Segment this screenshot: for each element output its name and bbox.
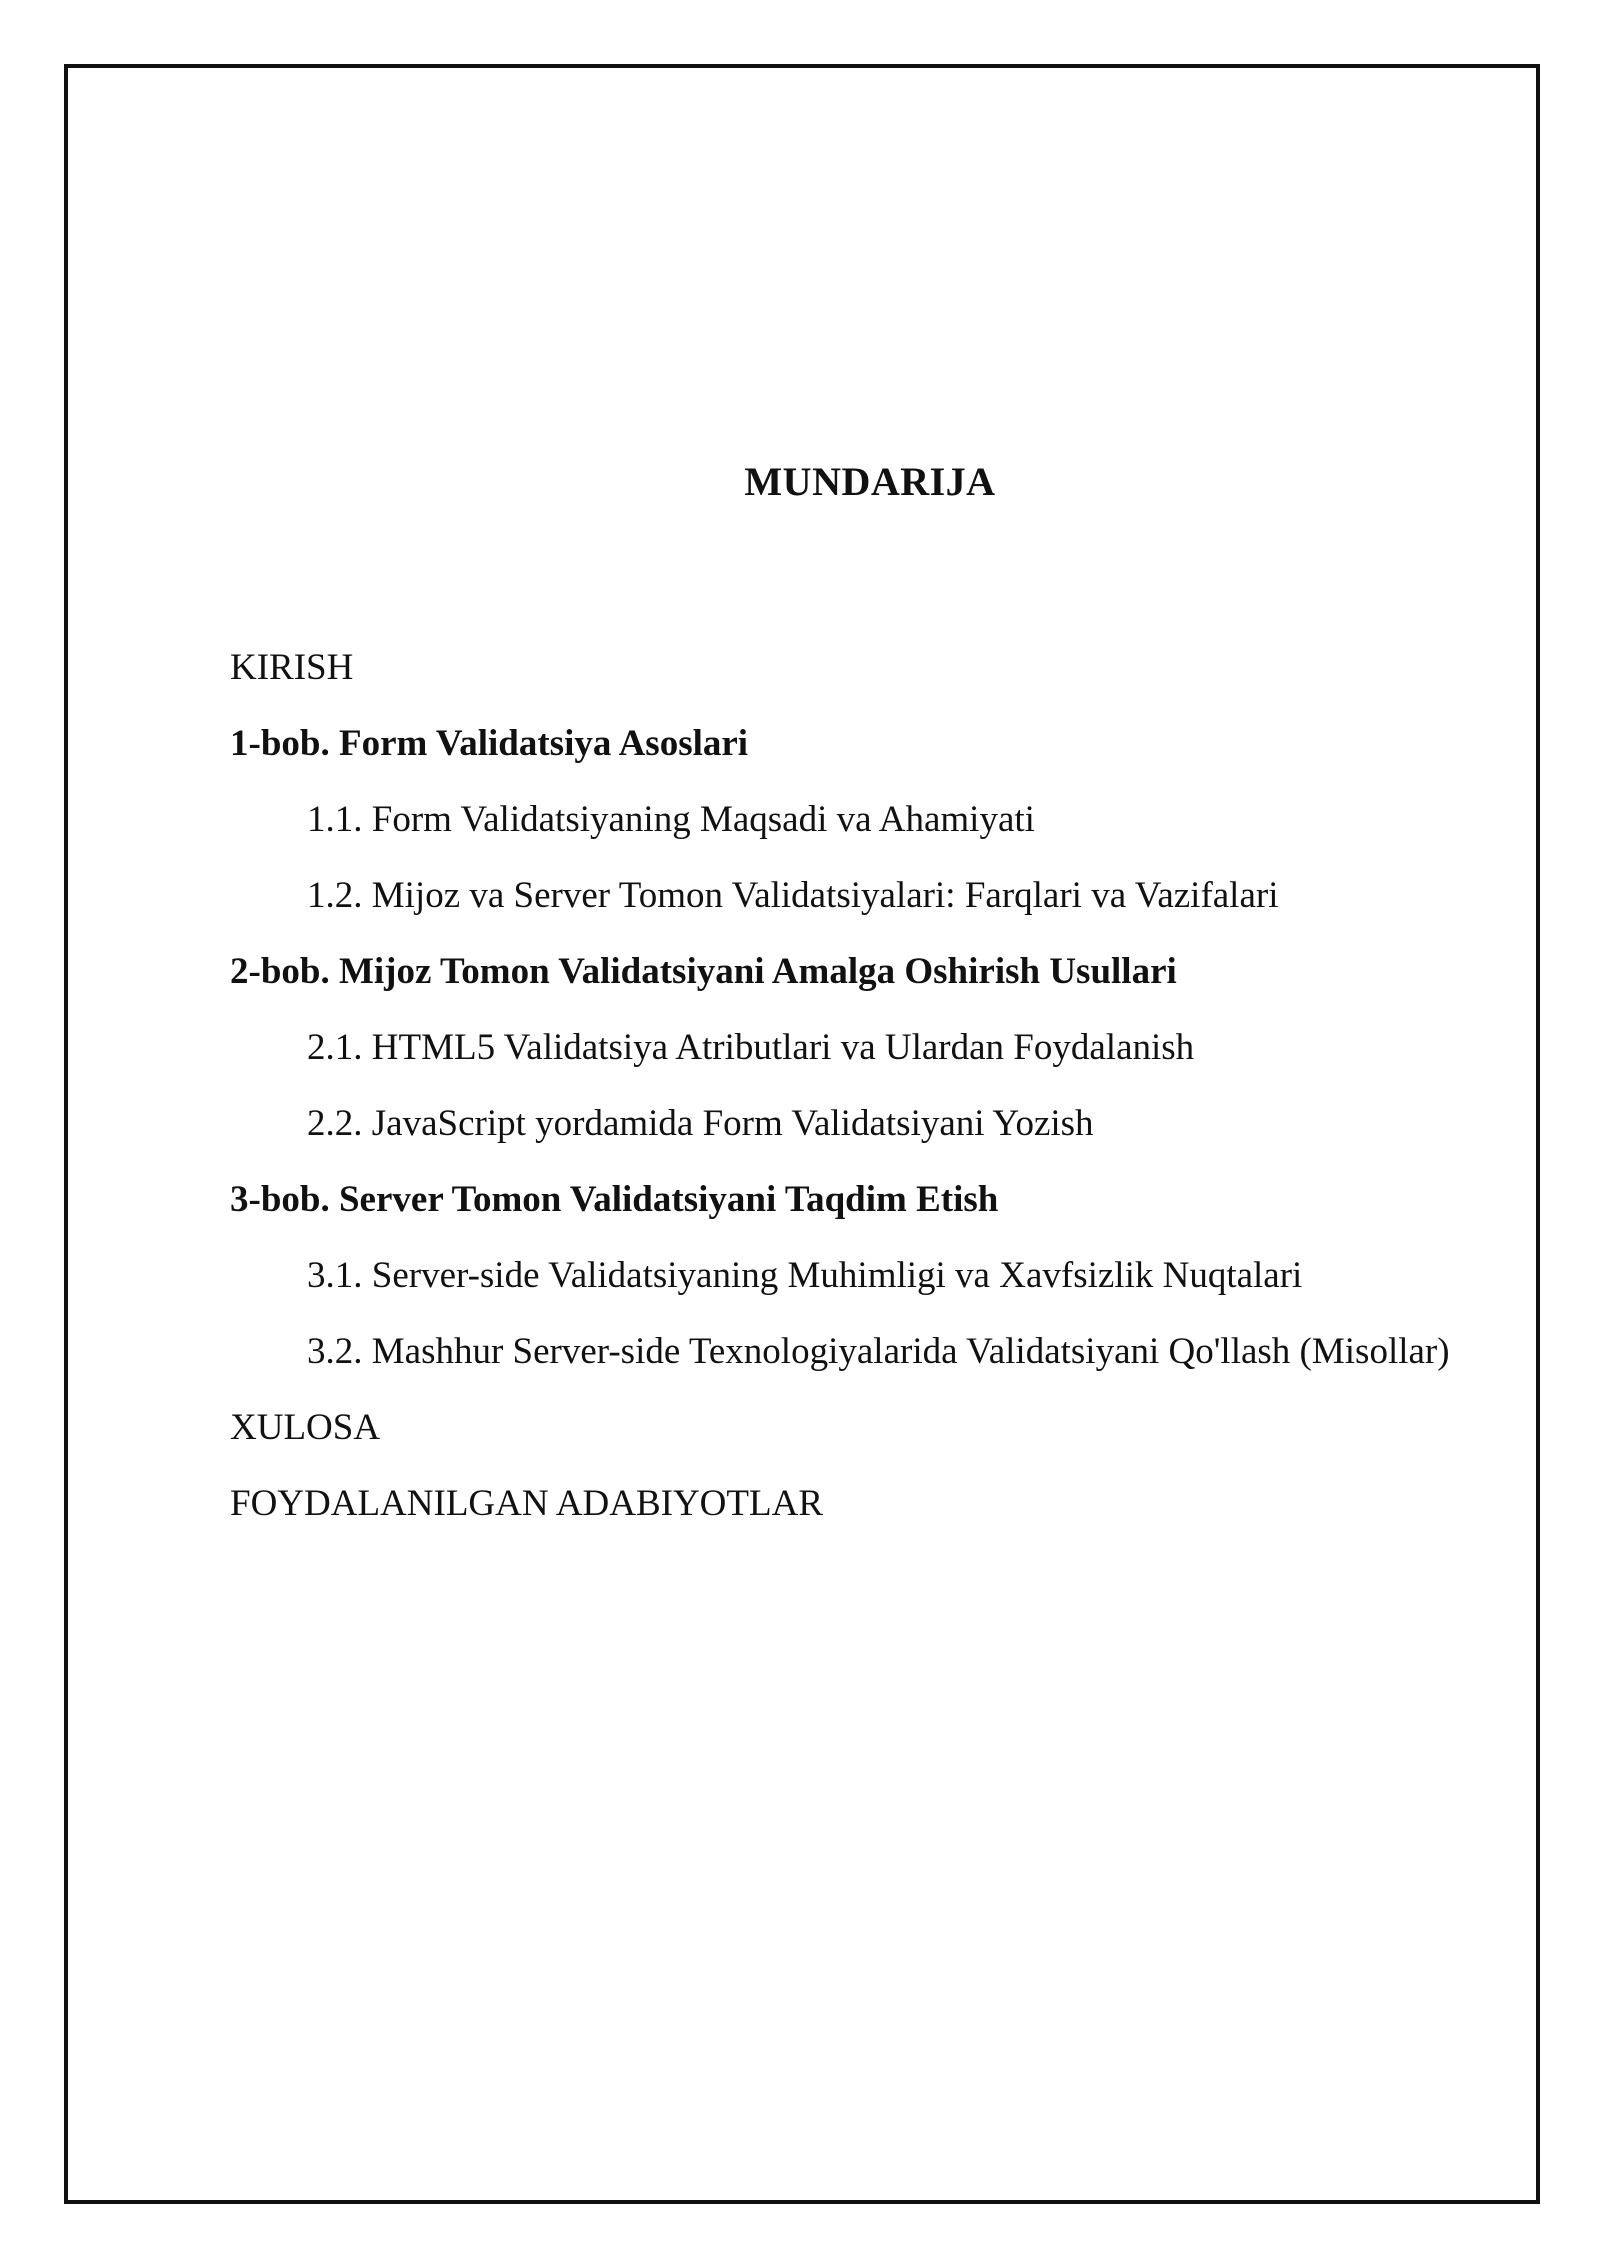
toc-entry-introduction: KIRISH	[230, 647, 354, 688]
toc-chapter-2: 2-bob. Mijoz Tomon Validatsiyani Amalga Oshirish Usullari	[230, 951, 1177, 992]
toc-section-1-2: 1.2. Mijoz va Server Tomon Validatsiyalari: Farqlari va Vazifalari	[307, 875, 1279, 916]
toc-entry-references: FOYDALANILGAN ADABIYOTLAR	[230, 1483, 823, 1524]
table-of-contents	[230, 640, 1450, 1552]
toc-section-1-1: 1.1. Form Validatsiyaning Maqsadi va Ahamiyati	[307, 799, 1035, 840]
toc-section-2-1: 2.1. HTML5 Validatsiya Atributlari va Ulardan Foydalanish	[307, 1027, 1195, 1068]
page-title: MUNDARIJA	[744, 459, 996, 504]
toc-section-3-1: 3.1. Server-side Validatsiyaning Muhimligi va Xavfsizlik Nuqtalari	[307, 1255, 1303, 1296]
toc-chapter-3: 3-bob. Server Tomon Validatsiyani Taqdim Etish	[230, 1179, 999, 1220]
toc-section-3-2: 3.2. Mashhur Server-side Texnologiyalarida Validatsiyani Qo'llash (Misollar)	[307, 1331, 1450, 1372]
toc-chapter-1: 1-bob. Form Validatsiya Asoslari	[230, 723, 749, 764]
toc-section-2-2: 2.2. JavaScript yordamida Form Validatsiyani Yozish	[307, 1103, 1094, 1144]
toc-entry-conclusion: XULOSA	[230, 1407, 381, 1448]
